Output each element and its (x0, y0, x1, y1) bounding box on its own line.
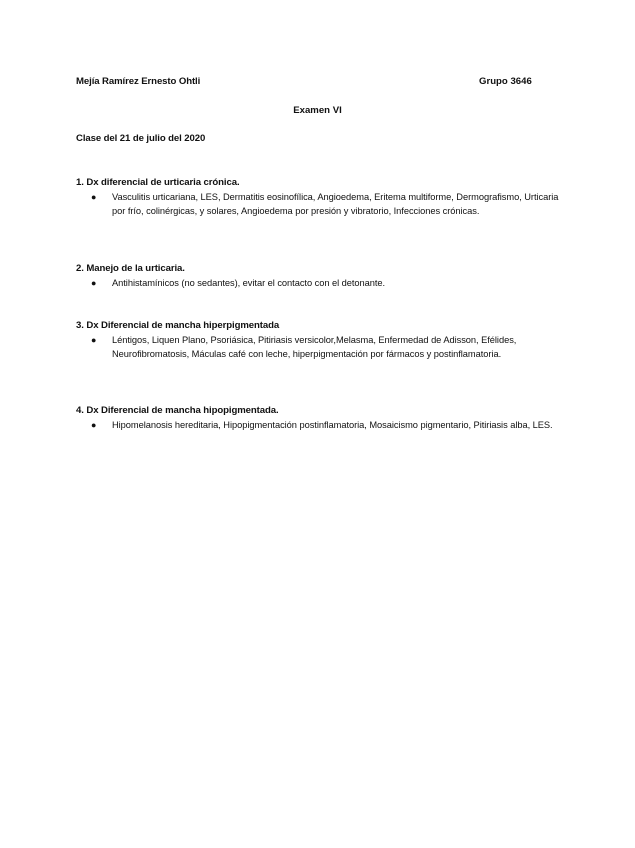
list-item-text: Antihistamínicos (no sedantes), evitar el contacto con el detonante. (112, 278, 386, 288)
group-number: Grupo 3646 (479, 76, 532, 87)
section-heading: 2. Manejo de la urticaria. (76, 263, 185, 274)
section-3 (76, 319, 566, 361)
section-4 (76, 404, 566, 432)
bullet-icon: ● (91, 278, 97, 288)
section-1 (76, 176, 566, 218)
bullet-icon: ● (91, 335, 97, 345)
list-item (76, 418, 566, 432)
section-heading: 3. Dx Diferencial de mancha hiperpigmentada (76, 320, 280, 331)
list-item (76, 276, 566, 290)
bullet-icon: ● (91, 192, 97, 202)
list-item-text: Léntigos, Liquen Plano, Psoriásica, Pitiriasis versicolor,Melasma, Enfermedad de Adisson, Efélides, Neurofibromatosis, Máculas café con leche, hiperpigmentación por fármacos y postinflamatoria. (112, 335, 517, 360)
section-heading: 4. Dx Diferencial de mancha hipopigmentada. (76, 405, 279, 416)
class-date: Clase del 21 de julio del 2020 (76, 133, 206, 144)
author-name: Mejía Ramírez Ernesto Ohtli (76, 76, 201, 87)
section-2 (76, 262, 566, 290)
list-item (76, 333, 566, 361)
list-item (76, 190, 566, 218)
bullet-icon: ● (91, 420, 97, 430)
document-title: Examen VI (293, 105, 342, 116)
section-heading: 1. Dx diferencial de urticaria crónica. (76, 177, 240, 188)
list-item-text: Hipomelanosis hereditaria, Hipopigmentación postinflamatoria, Mosaicismo pigmentario, Pitiriasis alba, LES. (112, 420, 553, 430)
list-item-text: Vasculitis urticariana, LES, Dermatitis eosinofílica, Angioedema, Eritema multiforme, Dermografismo, Urticaria por frío, colinérgicas, y solares, Angioedema por presión y vibratorio, Infecciones crónicas. (112, 192, 559, 217)
